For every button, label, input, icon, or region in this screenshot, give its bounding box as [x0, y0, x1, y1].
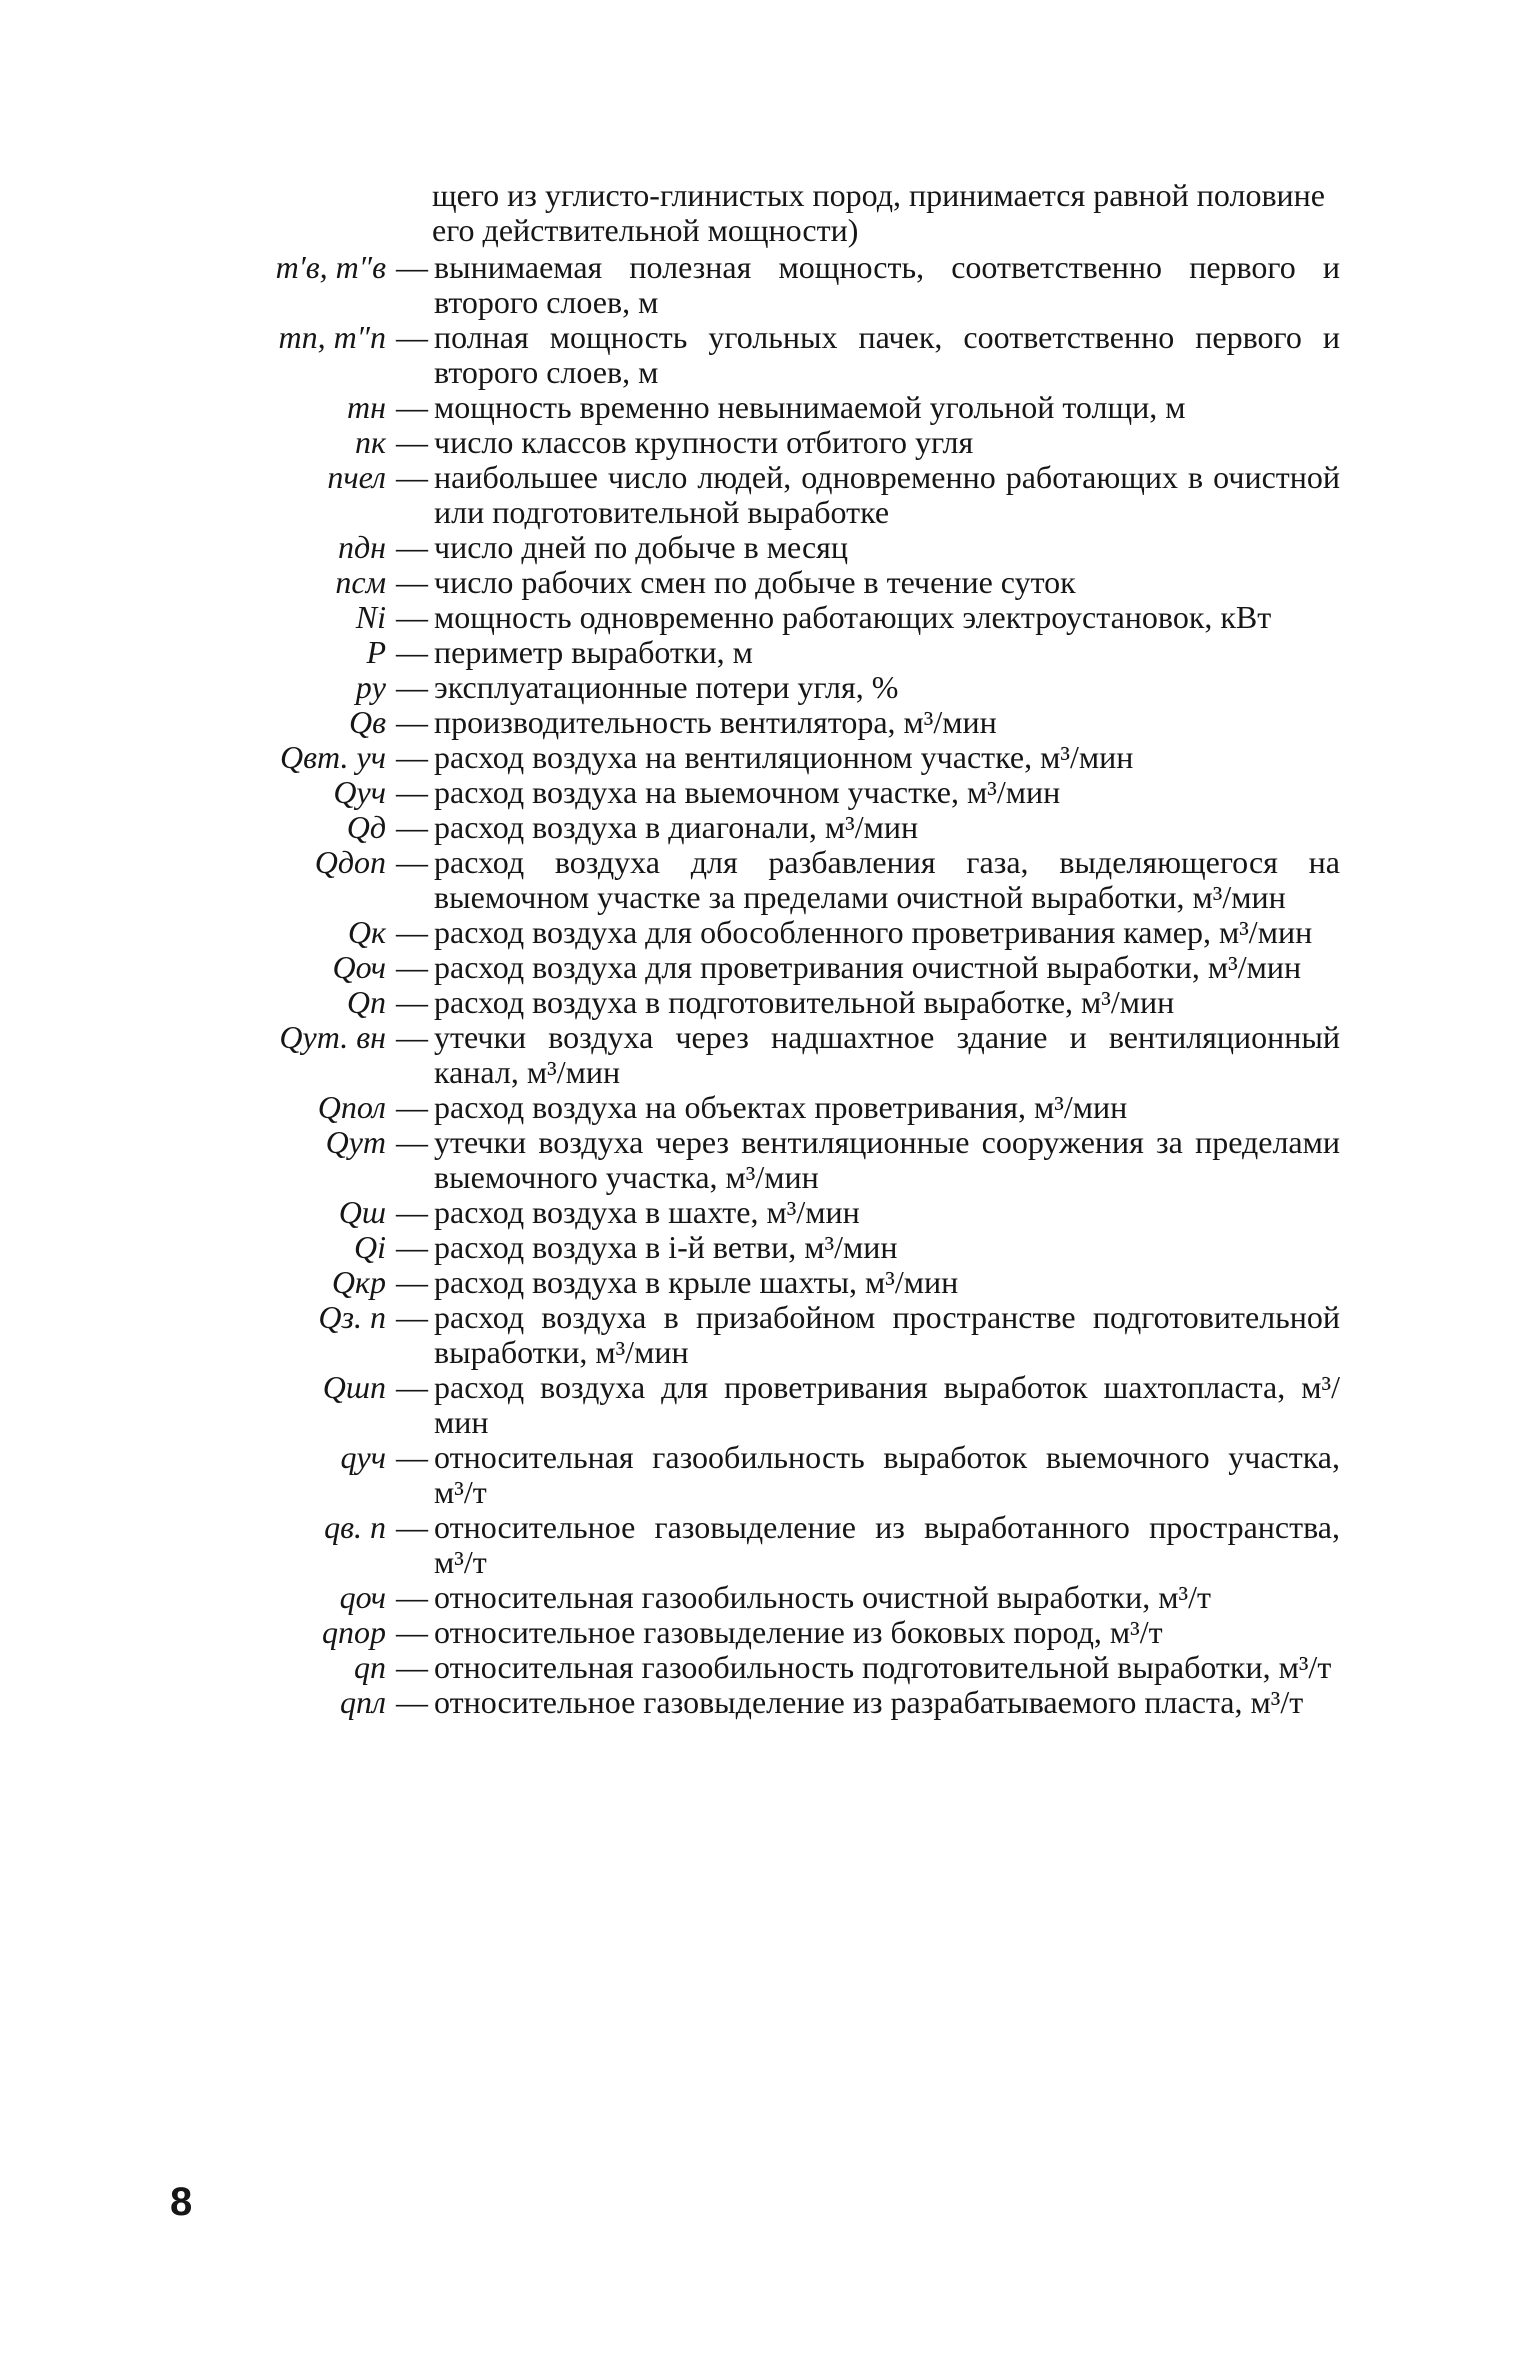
symbol: Qпол [317, 1089, 386, 1125]
dash: — [396, 704, 428, 740]
symbol-entry [250, 460, 1340, 530]
dash: — [396, 634, 428, 670]
symbol: Qз. п [318, 1299, 386, 1335]
symbol: P [366, 634, 386, 670]
dash: — [396, 1229, 428, 1265]
dash: — [396, 809, 428, 845]
definition: относительная газообильность выработок выемочного участка, м³/т [434, 1439, 1340, 1510]
symbol: Qоч [332, 949, 386, 985]
symbol-entry [250, 985, 1340, 1020]
symbol: qоч [339, 1579, 386, 1615]
definition: расход воздуха на объектах проветривания, м³/мин [434, 1089, 1128, 1125]
dash: — [396, 424, 428, 460]
symbol: Qут. вн [279, 1019, 386, 1055]
symbol-entry [250, 1580, 1340, 1615]
symbol: Qк [347, 914, 386, 950]
dash: — [396, 1089, 428, 1125]
symbol-entry [250, 915, 1340, 950]
dash: — [396, 669, 428, 705]
symbol-entry [250, 1650, 1340, 1685]
definition: расход воздуха для проветривания очистной выработки, м³/мин [434, 949, 1302, 985]
dash: — [396, 739, 428, 775]
dash: — [396, 844, 428, 880]
dash: — [396, 1124, 428, 1160]
dash: — [396, 1649, 428, 1685]
symbol-entry [250, 530, 1340, 565]
symbol: mп, m″п [278, 319, 386, 355]
symbol-entry [250, 1125, 1340, 1195]
definition: относительная газообильность очистной выработки, м³/т [434, 1579, 1211, 1615]
dash: — [396, 984, 428, 1020]
symbol: mн [347, 389, 386, 425]
symbol-entry [250, 1300, 1340, 1370]
symbol: Qкр [331, 1264, 386, 1300]
symbol: nсм [335, 564, 386, 600]
definition: расход воздуха в призабойном пространстве подготовительной выработки, м³/мин [434, 1299, 1340, 1370]
symbol-entry [250, 600, 1340, 635]
symbol: Qшп [322, 1369, 386, 1405]
dash: — [396, 1509, 428, 1545]
dash: — [396, 914, 428, 950]
definition: эксплуатационные потери угля, % [434, 669, 899, 705]
dash: — [396, 249, 428, 285]
symbol-entry [250, 1020, 1340, 1090]
symbol-entry [250, 775, 1340, 810]
definition: число рабочих смен по добыче в течение суток [434, 564, 1076, 600]
page-number: 8 [170, 2180, 193, 2224]
symbol-entry [250, 845, 1340, 915]
symbol: Qуч [333, 774, 386, 810]
dash: — [396, 529, 428, 565]
dash: — [396, 1194, 428, 1230]
definition: расход воздуха в шахте, м³/мин [434, 1194, 860, 1230]
symbol-entry [250, 670, 1340, 705]
definition: расход воздуха в диагонали, м³/мин [434, 809, 919, 845]
symbol: Ni [355, 599, 386, 635]
symbol: Qш [338, 1194, 386, 1230]
dash: — [396, 774, 428, 810]
definition: относительная газообильность подготовительной выработки, м³/т [434, 1649, 1332, 1685]
definition: расход воздуха для обособленного проветривания камер, м³/мин [434, 914, 1313, 950]
dash: — [396, 1579, 428, 1615]
symbol-entry [250, 390, 1340, 425]
symbol-list [250, 250, 1340, 1720]
definition: относительное газовыделение из выработанного пространства, м³/т [434, 1509, 1340, 1580]
definition: мощность временно невынимаемой угольной толщи, м [434, 389, 1186, 425]
symbol-entry [250, 1230, 1340, 1265]
definition: относительное газовыделение из боковых пород, м³/т [434, 1614, 1163, 1650]
dash: — [396, 1264, 428, 1300]
definition: периметр выработки, м [434, 634, 753, 670]
dash: — [396, 564, 428, 600]
dash: — [396, 319, 428, 355]
dash: — [396, 599, 428, 635]
symbol: nк [355, 424, 386, 460]
symbol-entry [250, 1510, 1340, 1580]
symbol: Qдоп [314, 844, 386, 880]
dash: — [396, 1019, 428, 1055]
symbol-entry [250, 425, 1340, 460]
dash: — [396, 949, 428, 985]
symbol-entry [250, 950, 1340, 985]
definition: число дней по добыче в месяц [434, 529, 849, 565]
symbol-entry [250, 1265, 1340, 1300]
definition: расход воздуха на вентиляционном участке, м³/мин [434, 739, 1134, 775]
definition: полная мощность угольных пачек, соответственно первого и второго слоев, м [434, 319, 1340, 390]
dash: — [396, 1299, 428, 1335]
definition: расход воздуха в подготовительной выработке, м³/мин [434, 984, 1175, 1020]
definition: расход воздуха в i-й ветви, м³/мин [434, 1229, 898, 1265]
definition: число классов крупности отбитого угля [434, 424, 974, 460]
symbol: Qвт. уч [280, 739, 386, 775]
dash: — [396, 1369, 428, 1405]
definition: утечки воздуха через надшахтное здание и вентиляционный канал, м³/мин [434, 1019, 1340, 1090]
definition: относительное газовыделение из разрабатываемого пласта, м³/т [434, 1684, 1304, 1720]
intro-continuation: щего из углисто-глинистых пород, принимается равной половине его действительной мощности) [432, 177, 1325, 248]
symbol: Qв [349, 704, 386, 740]
symbol: m′в, m″в [275, 249, 386, 285]
symbol: qв. п [324, 1509, 386, 1545]
definition: расход воздуха в крыле шахты, м³/мин [434, 1264, 959, 1300]
symbol-entry [250, 1090, 1340, 1125]
dash: — [396, 1684, 428, 1720]
symbol-entry [250, 320, 1340, 390]
symbol: Qп [346, 984, 386, 1020]
symbol-entry [250, 1440, 1340, 1510]
definition: вынимаемая полезная мощность, соответственно первого и второго слоев, м [434, 249, 1340, 320]
definition: производительность вентилятора, м³/мин [434, 704, 997, 740]
symbol: qпор [322, 1614, 386, 1650]
symbol-entry [250, 635, 1340, 670]
definition: утечки воздуха через вентиляционные сооружения за пределами выемочного участка, м³/мин [434, 1124, 1340, 1195]
symbol: pу [355, 669, 386, 705]
symbol-entry [250, 705, 1340, 740]
dash: — [396, 389, 428, 425]
symbol: qп [354, 1649, 386, 1685]
dash: — [396, 459, 428, 495]
symbol: Qд [346, 809, 386, 845]
symbol-entry [250, 740, 1340, 775]
dash: — [396, 1614, 428, 1650]
symbol: Qут [325, 1124, 386, 1160]
symbol-entry [250, 1685, 1340, 1720]
symbol: Qi [354, 1229, 386, 1265]
symbol-entry [250, 1615, 1340, 1650]
definition: мощность одновременно работающих электроустановок, кВт [434, 599, 1272, 635]
symbol-entry [250, 1195, 1340, 1230]
definition: расход воздуха на выемочном участке, м³/мин [434, 774, 1061, 810]
symbol-entry [250, 250, 1340, 320]
symbol-entry [250, 1370, 1340, 1440]
definition: расход воздуха для разбавления газа, выделяющегося на выемочном участке за пределами очистной выработки, м³/мин [434, 844, 1340, 915]
definition: наибольшее число людей, одновременно работающих в очистной или подготовительной выработке [434, 459, 1340, 530]
symbol: qуч [340, 1439, 386, 1475]
symbol: nчел [327, 459, 386, 495]
definition: расход воздуха для проветривания выработок шахтопласта, м³/мин [434, 1369, 1340, 1440]
symbol-entry [250, 565, 1340, 600]
symbol: qпл [340, 1684, 386, 1720]
symbol: nдн [337, 529, 386, 565]
symbol-entry [250, 810, 1340, 845]
dash: — [396, 1439, 428, 1475]
